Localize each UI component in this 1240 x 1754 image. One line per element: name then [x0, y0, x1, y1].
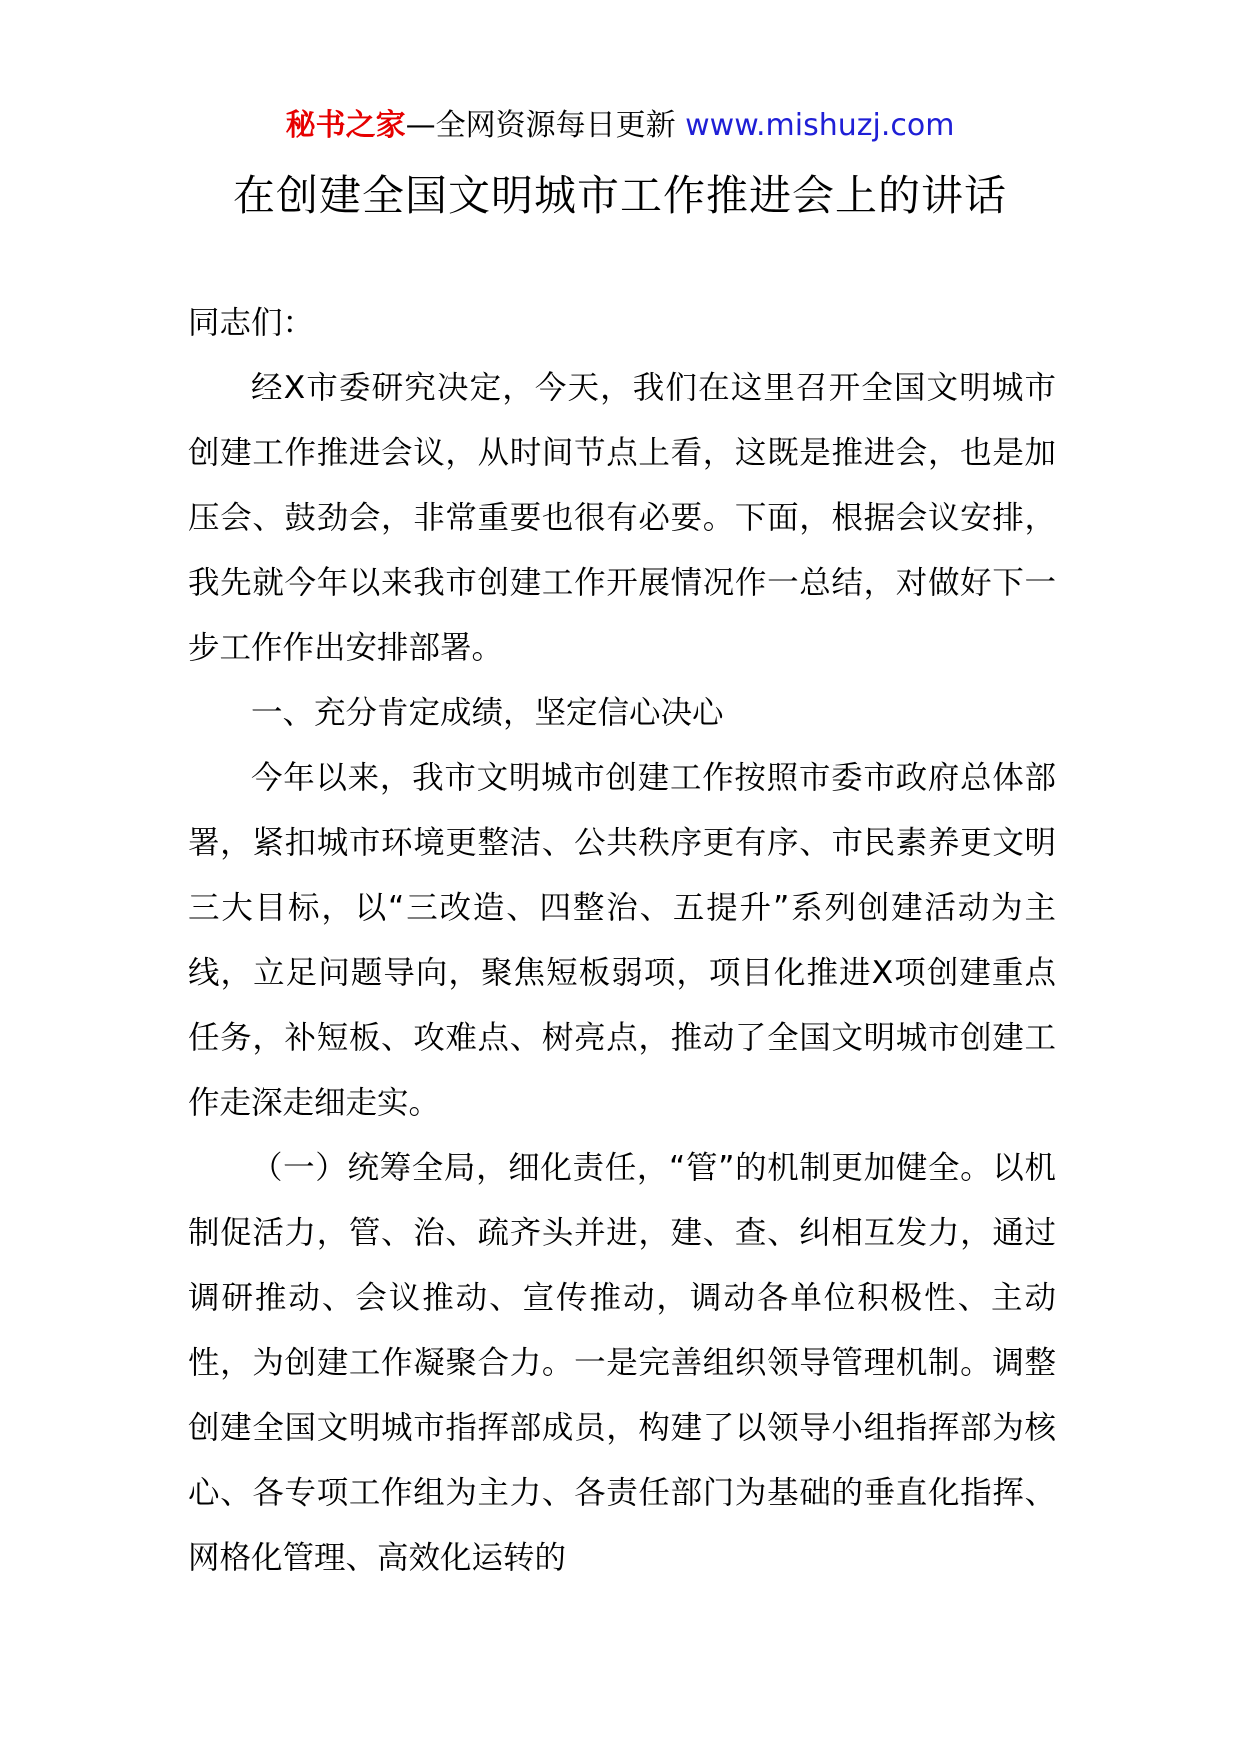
intro-paragraph: 经X市委研究决定，今天，我们在这里召开全国文明城市创建工作推进会议，从时间节点上看，这既是推进会，也是加压会、鼓劲会，非常重要也很有必要。下面，根据会议安排，我先就今年以来我市创建工作开展情况作一总结，对做好下一步工作作出安排部署。 [188, 370, 1056, 666]
document-body [188, 291, 1056, 1591]
section-heading: 一、充分肯定成绩，坚定信心决心 [251, 695, 724, 731]
subsection-paragraph: （一）统筹全局，细化责任，“管”的机制更加健全。以机制促活力，管、治、疏齐头并进，建、查、纠相互发力，通过调研推动、会议推动、宣传推动，调动各单位积极性、主动性，为创建工作凝聚合力。一是完善组织领导管理机制。调整创建全国文明城市指挥部成员，构建了以领导小组指挥部为核心、各专项工作组为主力、各责任部门为基础的垂直化指挥、网格化管理、高效化运转的 [188, 1150, 1056, 1576]
site-banner [0, 96, 1240, 156]
salutation: 同志们： [188, 305, 315, 341]
banner-tagline: —全网资源每日更新 [405, 108, 676, 143]
brand-name[interactable]: 秘书之家 [285, 108, 406, 143]
document-title: 在创建全国文明城市工作推进会上的讲话 [232, 171, 1007, 220]
section-paragraph: 今年以来，我市文明城市创建工作按照市委市政府总体部署，紧扣城市环境更整洁、公共秩序更有序、市民素养更文明三大目标，以“三改造、四整治、五提升”系列创建活动为主线，立足问题导向，聚焦短板弱项，项目化推进X项创建重点任务，补短板、攻难点、树亮点，推动了全国文明城市创建工作走深走细走实。 [188, 760, 1056, 1121]
site-url-link[interactable]: www.mishuzj.com [685, 108, 955, 143]
